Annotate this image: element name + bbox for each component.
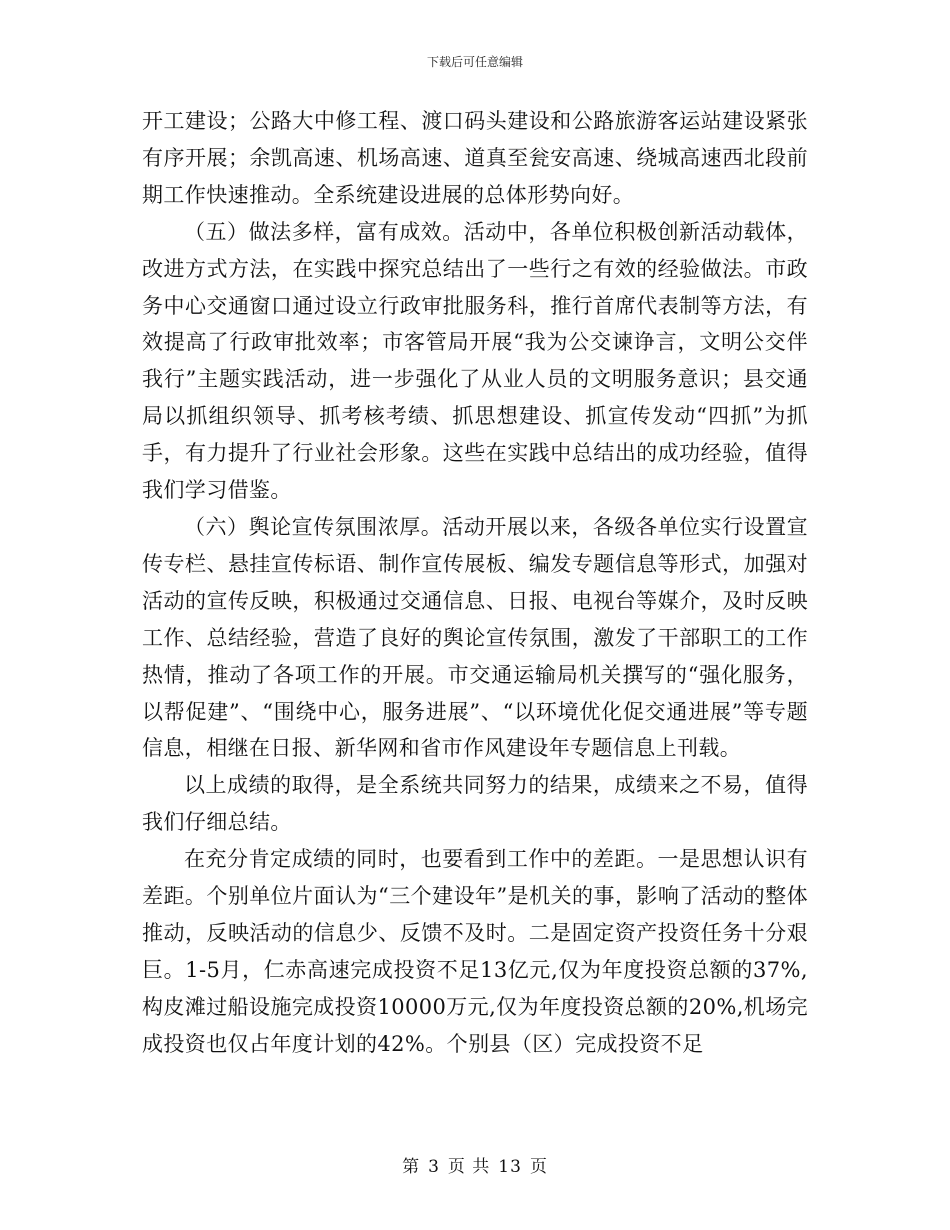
footer-prefix: 第 — [402, 1157, 421, 1177]
page-header-note: 下载后可任意编辑 — [426, 55, 523, 69]
footer-middle: 页 共 — [447, 1157, 491, 1177]
footer-current-page: 3 — [428, 1157, 440, 1177]
footer-total-pages: 13 — [498, 1157, 522, 1177]
paragraph-section-six: （六）舆论宣传氛围浓厚。活动开展以来，各级各单位实行设置宣传专栏、悬挂宣传标语、制作宣传展板、编发专题信息等形式，加强对活动的宣传反映，积极通过交通信息、日报、电视台等媒介，及时反映工作、总结经验，营造了良好的舆论宣传氛围，激发了干部职工的工作热情，推动了各项工作的开展。市交通运输局机关撰写的“强化服务，以帮促建”、“围绕中心，服务进展”、“以环境优化促交通进展”等专题信息，相继在日报、新华网和省市作风建设年专题信息上刊载。 — [142, 514, 808, 761]
paragraph-achievements-summary: 以上成绩的取得，是全系统共同努力的结果，成绩来之不易，值得我们仔细总结。 — [142, 773, 808, 835]
paragraph-continuation: 开工建设；公路大中修工程、渡口码头建设和公路旅游客运站建设紧张有序开展；余凯高速、机场高速、道真至瓮安高速、绕城高速西北段前期工作快速推动。全系统建设进展的总体形势向好。 — [142, 109, 808, 207]
footer-suffix: 页 — [529, 1157, 548, 1177]
paragraph-section-five: （五）做法多样，富有成效。活动中，各单位积极创新活动载体，改进方式方法，在实践中探究总结出了一些行之有效的经验做法。市政务中心交通窗口通过设立行政审批服务科，推行首席代表制等方法，有效提高了行政审批效率；市客管局开展“我为公交谏诤言，文明公交伴我行”主题实践活动，进一步强化了从业人员的文明服务意识；县交通局以抓组织领导、抓考核考绩、抓思想建设、抓宣传发动“四抓”为抓手，有力提升了行业社会形象。这些在实践中总结出的成功经验，值得我们学习借鉴。 — [142, 219, 808, 503]
document-body — [142, 103, 808, 1063]
paragraph-shortcomings: 在充分肯定成绩的同时，也要看到工作中的差距。一是思想认识有差距。个别单位片面认为“三个建设年”是机关的事，影响了活动的整体推动，反映活动的信息少、反馈不及时。二是固定资产投资任务十分艰巨。1-5月，仁赤高速完成投资不足13亿元,仅为年度投资总额的37%,构皮滩过船设施完成投资10000万元,仅为年度投资总额的20%,机场完成投资也仅占年度计划的42%。个别县（区）完成投资不足 — [142, 847, 808, 1056]
page-footer — [0, 1156, 950, 1178]
